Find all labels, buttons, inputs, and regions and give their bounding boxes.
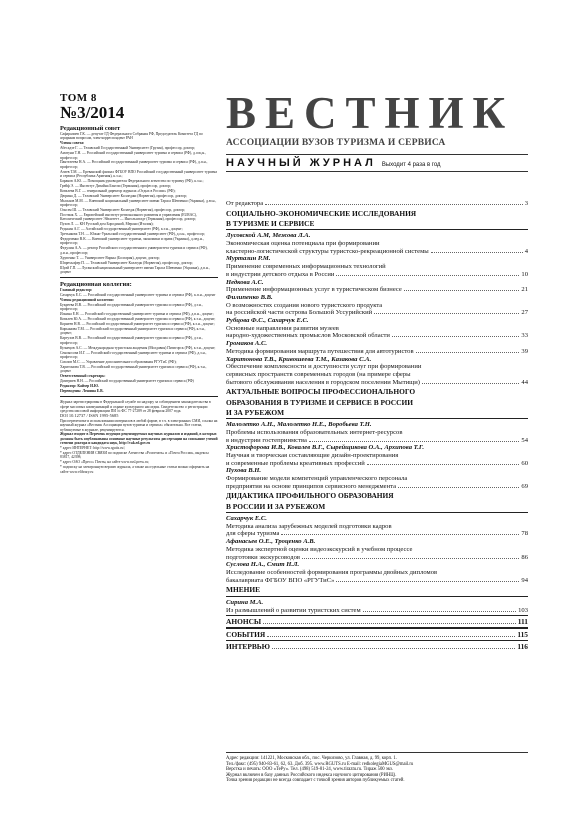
- board-member: Корнеев Н.В. — Российский государственный университет туризма и сервиса (РФ), к.э.н., доцент;: [60, 322, 215, 327]
- article-author: Харитонова Т.В., Кривошеева Т.М., Казакова С.А.: [226, 355, 372, 363]
- board-title: Редакционная коллегия:: [60, 281, 132, 289]
- section-heading: В РОССИИ И ЗА РУБЕЖОМ: [226, 501, 326, 511]
- entry-title: ИНТЕРВЬЮ: [226, 642, 271, 651]
- page-number: 54: [521, 436, 528, 444]
- dot-leader: [363, 611, 516, 612]
- council-members: [60, 146, 218, 274]
- note-item: * адрес ОТДЕЛЕНИЯ СВЯЗИ по подписке Агентства «Роспечать» и «Почта России», индексы 83817, 42398;: [60, 451, 209, 460]
- council-chair: Сафаралиев Г.К. — депутат ГД Федерального Собрания РФ, Председатель Комитета ГД по аграрным вопросам, член-корреспондент РАН: [60, 132, 203, 141]
- entry-title: и современные проблемы креативных профессий: [226, 459, 365, 467]
- page-number: 115: [517, 629, 528, 639]
- toc-entry: [226, 348, 528, 356]
- divider: [60, 277, 218, 278]
- page-number: 116: [517, 641, 528, 651]
- page-number: 60: [521, 459, 528, 467]
- council-member: Грейф Э. — Институт Дизайна Бэнтли (Германия), профессор, доктор;: [60, 183, 171, 188]
- article-title-line: Научная и творческая составляющие дизайн-проектирования: [226, 451, 399, 459]
- page-number: 78: [521, 530, 528, 538]
- toc-entry: [226, 460, 528, 468]
- masthead-subtitle: АССОЦИАЦИИ ВУЗОВ ТУРИЗМА И СЕРВИСА: [226, 138, 446, 148]
- board-members: [60, 303, 218, 374]
- council-member: Аматуни Т.Н. — Российский государственный университет туризма и сервиса (РФ), д.соц.н., профессор;: [60, 151, 207, 160]
- section-heading: ДИДАКТИКА ПРОФИЛЬНОГО ОБРАЗОВАНИЯ: [226, 491, 394, 501]
- council-member: Мыськов М.М. — Киевский национальный университет имени Тараса Шевченко (Украина), д.ю.н., профессор;: [60, 198, 217, 208]
- note-item: * адрес ОАО «Пресс» Почты, на сайте www.rusl.press.ru;: [60, 460, 149, 465]
- entry-title: От редактора: [226, 200, 264, 207]
- board-member: Смолов М.С. — Управление дополнительного образования РГУТиС (РФ);: [60, 359, 177, 364]
- toc-entry: [226, 483, 528, 491]
- council-member: Агиев Т.М. — Ереванский филиал ФГБОУ ВПО Российский государственный университет туризма и сервиса (Республика Армения), к.э.н.;: [60, 169, 217, 179]
- page-number: 21: [521, 286, 528, 294]
- section-heading: И ЗА РУБЕЖОМ: [226, 407, 285, 417]
- entry-title: народно-художественных промыслов Московской области: [226, 332, 390, 340]
- issue-number: №3/2014: [60, 103, 125, 122]
- council-member: Постмак Х. — Европейский институт регионального развития и управления (EURAC), Католический университет Эйхштетт — Ингольштадт (Германия), профессор, доктор;: [60, 212, 197, 222]
- toc-entry: [226, 248, 528, 256]
- article-author: Филипенко В.В.: [226, 293, 273, 301]
- article-author: Сахарчук Е.С.: [226, 515, 267, 523]
- board-member: Сенокосова И.Г. — Российский государственный университет туризма и сервиса (РФ), д.э.н., профессор;: [60, 350, 207, 359]
- note-item: * адрес ИНТЕРНЕТ: http://www.rgutis.ru/;: [60, 446, 126, 451]
- council-member: Баранов А.Ю. — Помощник руководителя Федерального агентства по туризму (РФ), к.э.н.;: [60, 179, 204, 183]
- toc-entry: [226, 309, 528, 317]
- council-member: Федорченко В.К. — Киевский университет туризма, экономики и права (Украина), д.пед.н., профессор;: [60, 237, 204, 246]
- section-heading: СОЦИАЛЬНО-ЭКОНОМИЧЕСКИЕ ИССЛЕДОВАНИЯ: [226, 208, 417, 218]
- secretary-label: Ответственный секретарь:: [60, 374, 106, 379]
- secretary-text: Дмитриев Н.Н. — Российский государственный университет туризма и сервиса (РФ): [60, 379, 194, 384]
- journal-label: НАУЧНЫЙ ЖУРНАЛ: [226, 157, 376, 169]
- entry-title: бытового обслуживания населения в городском поселении Мытищи): [226, 378, 420, 386]
- council-member: Дюрина Д. — Телавский Университет Колледжи (Норвегия), профессор, доктор;: [60, 193, 187, 198]
- toc-entry: [226, 530, 528, 538]
- article-title-line: Методика анализа зарубежных моделей подготовки кадров: [226, 522, 392, 530]
- council-member: Ольсен Ш. — Телавский Университет Колледж (Норвегия), профессор, доктор;: [60, 208, 185, 213]
- council-member: Абесадзе Г. — Телавский Государственный Университет (Грузия), профессор, доктор;: [60, 146, 196, 151]
- council-members-label: Члены совета:: [60, 141, 85, 146]
- toc-entry: [226, 554, 528, 562]
- legal-block: [60, 400, 218, 474]
- dot-leader: [336, 581, 519, 582]
- section-rule: [226, 615, 528, 616]
- page-number: 69: [521, 482, 528, 490]
- council-member: Редькин А.Г. — Алтайский государственный университет (РФ), к.т.н., доцент;: [60, 227, 183, 232]
- entry-title: на российской части острова Большой Уссурийский: [226, 309, 373, 317]
- board-members-label: Члены редакционной коллегии:: [60, 298, 114, 303]
- footer-line: Верстка и печать: ООО «ТеРу». Тел. (498) 519-81-24, www.tiraztu.ru. Тираж 500 экз.: [226, 767, 394, 773]
- article-author: Суслова Н.А., Смит Н.Л.: [226, 561, 300, 569]
- section-heading: МНЕНИЕ: [226, 585, 261, 595]
- page-number: 86: [521, 553, 528, 561]
- article-author: Сирина М.А.: [226, 598, 264, 606]
- article-title-line: Формирование модели компетенций управленческого персонала: [226, 475, 408, 483]
- registration-text: Журнал зарегистрирован в Федеральной службе по надзору за соблюдением законодательства в сфере массовых коммуникаций и охране культурного наследия. Свидетельство о регистрации средства массовой информации ПИ № ФС 77-27289 от 28 февраля 2007 года.: [60, 400, 211, 413]
- dot-leader: [267, 636, 515, 637]
- section-heading: ОБРАЗОВАНИЯ В ТУРИЗМЕ И СЕРВИСЕ В РОССИИ: [226, 397, 413, 407]
- article-author: Громаков А.С.: [226, 340, 268, 348]
- page-number: 39: [521, 347, 528, 355]
- article-author: Христофорова И.В., Ковалев В.Г., Сырейщикова О.А., Архипова Т.Г.: [226, 444, 425, 452]
- board-editor-label: Главный редактор:: [60, 288, 93, 293]
- dot-leader: [263, 623, 516, 624]
- dot-leader: [404, 290, 520, 291]
- entry-title: Из размышлений о развитии туристских систем: [226, 606, 361, 614]
- section-rule: [226, 229, 528, 230]
- article-author: Лусовской А.М, Межова Л.А.: [226, 232, 311, 240]
- article-title-line: Экономическая оценка потенциала при формировании: [226, 240, 380, 247]
- council-member: Пухов Л. — КН Русский дом Бородиной, Мерано (Италия);: [60, 222, 154, 227]
- entry-title: подготовки экскурсоводов: [226, 553, 300, 561]
- toc-entry: [226, 643, 528, 651]
- entry-title: для сферы туризма: [226, 530, 280, 538]
- article-title-line: Проблемы использования образовательных интернет-ресурсов: [226, 428, 403, 436]
- dot-leader: [336, 275, 519, 276]
- toc-entry: [226, 271, 528, 279]
- dot-leader: [374, 313, 519, 314]
- vak-text: Журнал входит в Перечень ведущих рецензируемых научных журналов и изданий, в которых должны быть опубликованы основные научные результаты диссертации на соискание ученой степени доктора и кандидата наук, http://vak.ed.gov.ru: [60, 432, 218, 446]
- entry-title: АНОНСЫ: [226, 618, 262, 627]
- board-member: Харитонова Т.В. — Российский государственный университет туризма и сервиса (РФ), к.т.н., доцент: [60, 364, 207, 374]
- council-member: Третьякова Т.Н. — Южно-Уральский государственный университет (РФ), д.п.н., профессор;: [60, 232, 205, 237]
- footer: [226, 752, 528, 784]
- toc-entry: [226, 437, 528, 445]
- council-block: [60, 132, 218, 274]
- dot-leader: [416, 352, 520, 353]
- council-member: Хрупенко Т. — Университет Варны (Болгария), доцент, доктор;: [60, 255, 160, 260]
- board-member: Букреева И.В. — Российский государственный университет туризма и сервиса (РФ), д.т.н., профессор;: [60, 303, 203, 312]
- page-number: 4: [524, 247, 528, 255]
- council-member: Федулин А.А. — ректор Российского государственного университета туризма и сервиса (РФ), д.и.н., профессор;: [60, 246, 208, 255]
- article-author: Пухова В.Н.: [226, 467, 262, 475]
- editor-line: Редактор: Кайзер И.Ю.: [60, 383, 99, 388]
- article-title-line: О возможностях создания нового туристского продукта: [226, 301, 383, 309]
- page-number: 10: [521, 270, 528, 278]
- doi-issn: DOI 10.12737 / ISSN 1995-5685: [60, 412, 119, 418]
- footer-line: Точка зрения редакции не всегда совпадает с точкой зрения авторов публикуемых статей.: [226, 778, 405, 784]
- council-member: Пантелеева Н.А. — Российский государственный университет туризма и сервиса (РФ), д.п.н., профессор;: [60, 160, 208, 169]
- article-title-line: Исследование особенностей формирования программы двойных дипломов: [226, 569, 438, 576]
- dot-leader: [392, 336, 519, 337]
- board-member: Кирьянова Т.М. — Российский государственный университет туризма и сервиса (РФ), к.т.н., доцент;: [60, 327, 206, 336]
- entry-title: Применение информационных услуг в туристическом бизнесе: [226, 286, 402, 294]
- journal-bar: [226, 154, 528, 172]
- note-item: * подписку на электронную версию журнала, а также на отдельные статьи можно оформить на сайте www.elibrary.ru: [60, 465, 210, 474]
- section-rule: [226, 640, 528, 641]
- toc-entry: [226, 332, 528, 340]
- article-title-line: Обеспечение комплексности и доступности услуг при формировании: [226, 363, 422, 371]
- frequency-label: Выходит 4 раза в год: [381, 162, 441, 168]
- toc-entry: [226, 379, 528, 387]
- article-author: Афанасьев О.Е., Троценко А.В.: [226, 538, 316, 546]
- toc-entry: [226, 631, 528, 639]
- board-member: Кузнецов А.С. — Международная туристская академия (Молдавия) Пятигорск (РФ), к.т.н., доцент;: [60, 345, 216, 350]
- entry-title: кластерно-логистической структуры туристско-рекреационной системы: [226, 247, 429, 255]
- dot-leader: [431, 252, 523, 253]
- dot-leader: [398, 487, 519, 488]
- dot-leader: [309, 441, 519, 442]
- article-title-line: Основные направления развития музеев: [226, 324, 339, 332]
- page-number: 33: [521, 332, 528, 340]
- board-editor: Сахарчук Е.С. — Российский государственный университет туризма и сервиса (РФ), к.п.н., доцент: [60, 293, 216, 298]
- divider: [60, 396, 218, 397]
- volume-label: ТОМ 8: [60, 92, 97, 104]
- page-number: 103: [518, 606, 528, 614]
- toc-entry: [226, 618, 528, 626]
- dot-leader: [367, 464, 520, 465]
- page-number: 94: [521, 576, 528, 584]
- page-number: 111: [517, 617, 528, 627]
- board-member: Картузов В.В. — Российский государственный университет туризма и сервиса (РФ), д.т.н., профессор;: [60, 336, 203, 345]
- council-member: Ковалева В.Г. — генеральный директор журнала «Отдых в России» (РФ);: [60, 188, 176, 193]
- section-heading: В ТУРИЗМЕ И СЕРВИСЕ: [226, 218, 315, 228]
- board-member: Ковалев Ю.А. — Российский государственный университет туризма и сервиса (РФ), к.т.н., доцент;: [60, 317, 216, 322]
- page-number: 27: [521, 309, 528, 317]
- page-number: 3: [524, 200, 528, 207]
- dot-leader: [422, 383, 519, 384]
- section-rule: [226, 512, 528, 513]
- toc-entry: [226, 577, 528, 585]
- article-title-line: Применение современных информационных технологий: [226, 263, 386, 271]
- council-title: Редакционный совет: [60, 125, 121, 132]
- toc-entry: [226, 200, 528, 208]
- article-author: Рубцова Ф.С., Сахарчук Е.С.: [226, 317, 309, 325]
- entry-title: СОБЫТИЯ: [226, 630, 266, 639]
- article-title-line: сервисных пространств современных городов (на примере сферы: [226, 370, 411, 378]
- page-number: 44: [521, 378, 528, 386]
- council-member: Шуай Г.П. — Луганский национальный университет имени Тараса Шевченко (Украина), д.п.н., доцент: [60, 265, 210, 274]
- toc-entry: [226, 286, 528, 294]
- article-author: Муртазин Р.М.: [226, 255, 271, 263]
- footer-line: Журнал включен в базу данных Российского индекса научного цитирования (РИНЦ).: [226, 772, 397, 778]
- article-author: Недкова А.С.: [226, 278, 264, 286]
- dot-leader: [281, 534, 519, 535]
- article-title-line: Методика экспертной оценки видеоэкскурсий в учебном процессе: [226, 545, 413, 553]
- board-member: Ильина Е.Н. — Российский государственный университет туризма и сервиса (РФ), д.п.н., доцент;: [60, 312, 214, 317]
- table-of-contents: [226, 200, 528, 651]
- board-block: [60, 288, 218, 393]
- dot-leader: [265, 204, 523, 205]
- entry-title: в индустрии детского отдыха в России: [226, 270, 335, 278]
- section-rule: [226, 596, 528, 597]
- entry-title: бакалавриата ФГБОУ ВПО «РГУТиС»: [226, 576, 335, 584]
- footer-line: Адрес редакции: 141221, Московская обл., пос. Черкизово, ул. Главная, д. 99, корп. 1.: [226, 756, 397, 761]
- council-member: Шпрехьофер П. — Телавский Университет Колледж (Норвегия), профессор, доктор;: [60, 260, 193, 265]
- dot-leader: [272, 648, 515, 649]
- entry-title: в индустрии гостеприимства: [226, 436, 307, 444]
- toc-entry: [226, 607, 528, 615]
- dot-leader: [302, 558, 519, 559]
- section-rule: [226, 418, 528, 419]
- masthead: [226, 90, 528, 172]
- entry-title: предприятия на основе принципов сервисного менеджмента: [226, 482, 396, 490]
- entry-title: Методика формирования маршрута путешествия для автотуристов: [226, 347, 414, 355]
- section-heading: АКТУАЛЬНЫЕ ВОПРОСЫ ПРОФЕССИОНАЛЬНОГО: [226, 387, 416, 397]
- left-column: [60, 92, 218, 475]
- section-rule: [226, 627, 528, 628]
- footer-line: Тел./факс: (495) 940-83-61, 62, 63. Доб. 395. www.RGUTS.ru E-mail: redkolegiaMGUS@mail.ru: [226, 761, 414, 767]
- reprint-text: При перепечатке и использовании материалов в любой форме, в т.ч. в электронных СМИ, ссылка на научный журнал «Вестник Ассоциации вузов туризма и сервиса» обязательна. Все статьи, публикуемые в журнале, рецензируются.: [60, 418, 218, 432]
- masthead-title: ВЕСТНИК: [226, 88, 515, 138]
- notes: [60, 446, 218, 474]
- article-author: Малолетко А.Н., Малолетко Н.Е., Воробьева Т.Н.: [226, 421, 372, 429]
- proof-line: Переводчик: Лешина Е.В.: [60, 388, 104, 393]
